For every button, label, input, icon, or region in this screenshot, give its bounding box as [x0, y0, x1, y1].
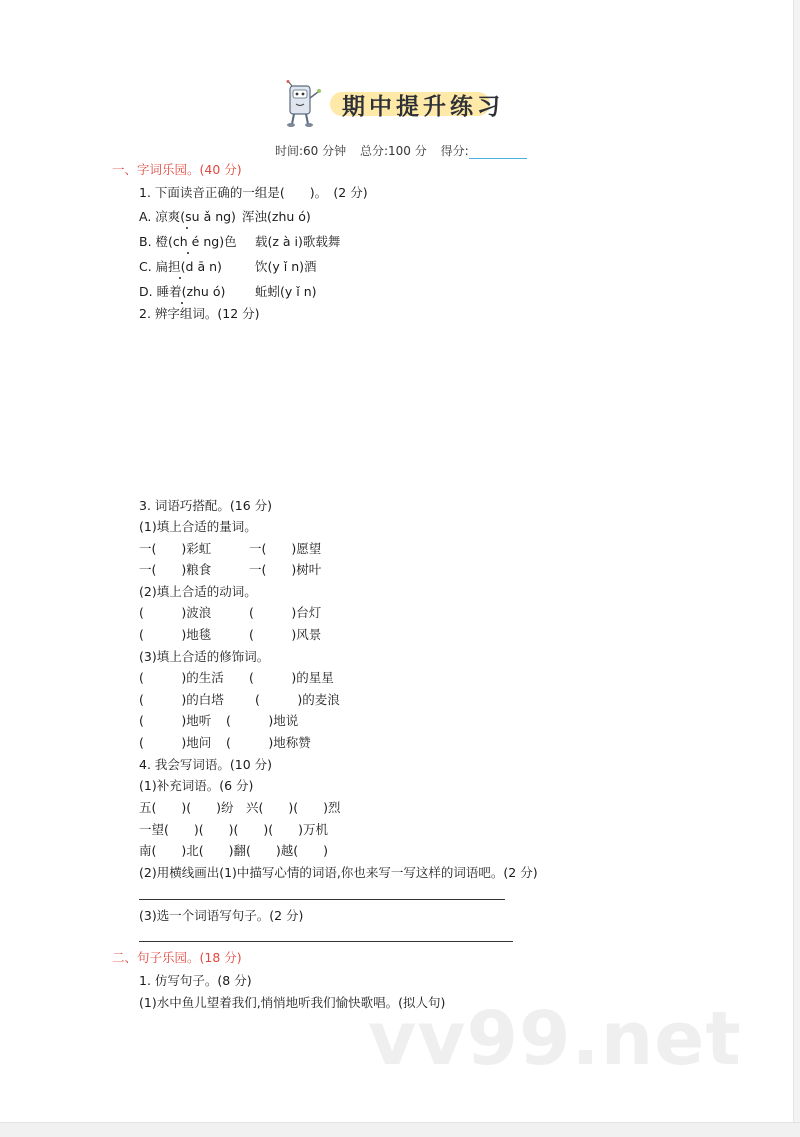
q4-part1-label: (1)补充词语。(6 分)	[139, 778, 254, 793]
q3-part1-row: 一( )粮食 一( )树叶	[139, 562, 322, 577]
q3-part3-row: ( )地问 ( )地称赞	[139, 735, 311, 750]
exam-time: 时间:60 分钟	[275, 144, 347, 158]
answer-line[interactable]	[139, 941, 513, 942]
score-label: 得分:	[440, 144, 469, 158]
s2-q1-part1: (1)水中鱼儿望着我们,悄悄地听我们愉快歌唱。(拟人句)	[139, 995, 446, 1010]
q1-option-c: C. 扁担(d ā n) 饮(y ǐ n)酒	[139, 259, 317, 274]
page-edge-bottom	[0, 1122, 800, 1137]
q4-row: 五( )( )纷 兴( )( )烈	[139, 800, 341, 815]
q1-option-a: A. 凉爽(su ǎ ng) 浑浊(zhu ó)	[139, 209, 311, 224]
q1-option-d: D. 睡着(zhu ó) 蚯蚓(y ǐ n)	[139, 284, 317, 299]
q4-row: 南( )北( )翻( )越( )	[139, 843, 329, 858]
q3-part3-row: ( )地听 ( )地说	[139, 713, 299, 728]
q3-part3-row: ( )的白塔 ( )的麦浪	[139, 692, 340, 707]
q2-stem: 2. 辨字组词。(12 分)	[139, 306, 260, 321]
section-2-heading: 二、句子乐园。(18 分)	[112, 950, 242, 965]
q3-part3-label: (3)填上合适的修饰词。	[139, 649, 270, 664]
book-mascot-icon	[282, 80, 322, 128]
exam-total: 总分:100 分	[359, 144, 427, 158]
q3-part2-label: (2)填上合适的动词。	[139, 584, 257, 599]
watermark: vv99.net	[368, 996, 742, 1082]
title-banner	[282, 80, 522, 128]
q4-stem: 4. 我会写词语。(10 分)	[139, 757, 273, 772]
answer-line[interactable]	[139, 899, 505, 900]
q1-stem: 1. 下面读音正确的一组是( )。 (2 分)	[139, 185, 368, 200]
q4-row: 一望( )( )( )( )万机	[139, 822, 329, 837]
q3-part2-row: ( )地毯 ( )风景	[139, 627, 322, 642]
q4-part3-label: (3)选一个词语写句子。(2 分)	[139, 908, 304, 923]
q3-part1-label: (1)填上合适的量词。	[139, 519, 257, 534]
q3-part1-row: 一( )彩虹 一( )愿望	[139, 541, 322, 556]
score-field[interactable]	[469, 146, 527, 159]
s2-q1-stem: 1. 仿写句子。(8 分)	[139, 973, 252, 988]
q3-part2-row: ( )波浪 ( )台灯	[139, 605, 322, 620]
q3-stem: 3. 词语巧搭配。(16 分)	[139, 498, 273, 513]
page-edge-right	[793, 0, 800, 1137]
q4-part2-label: (2)用横线画出(1)中描写心情的词语,你也来写一写这样的词语吧。(2 分)	[139, 865, 538, 880]
q1-option-b: B. 橙(ch é ng)色 载(z à i)歌载舞	[139, 234, 341, 249]
section-1-heading: 一、字词乐园。(40 分)	[112, 162, 242, 177]
q3-part3-row: ( )的生活 ( )的星星	[139, 670, 334, 685]
exam-info	[275, 142, 537, 159]
page-title: 期中提升练习	[342, 93, 504, 120]
